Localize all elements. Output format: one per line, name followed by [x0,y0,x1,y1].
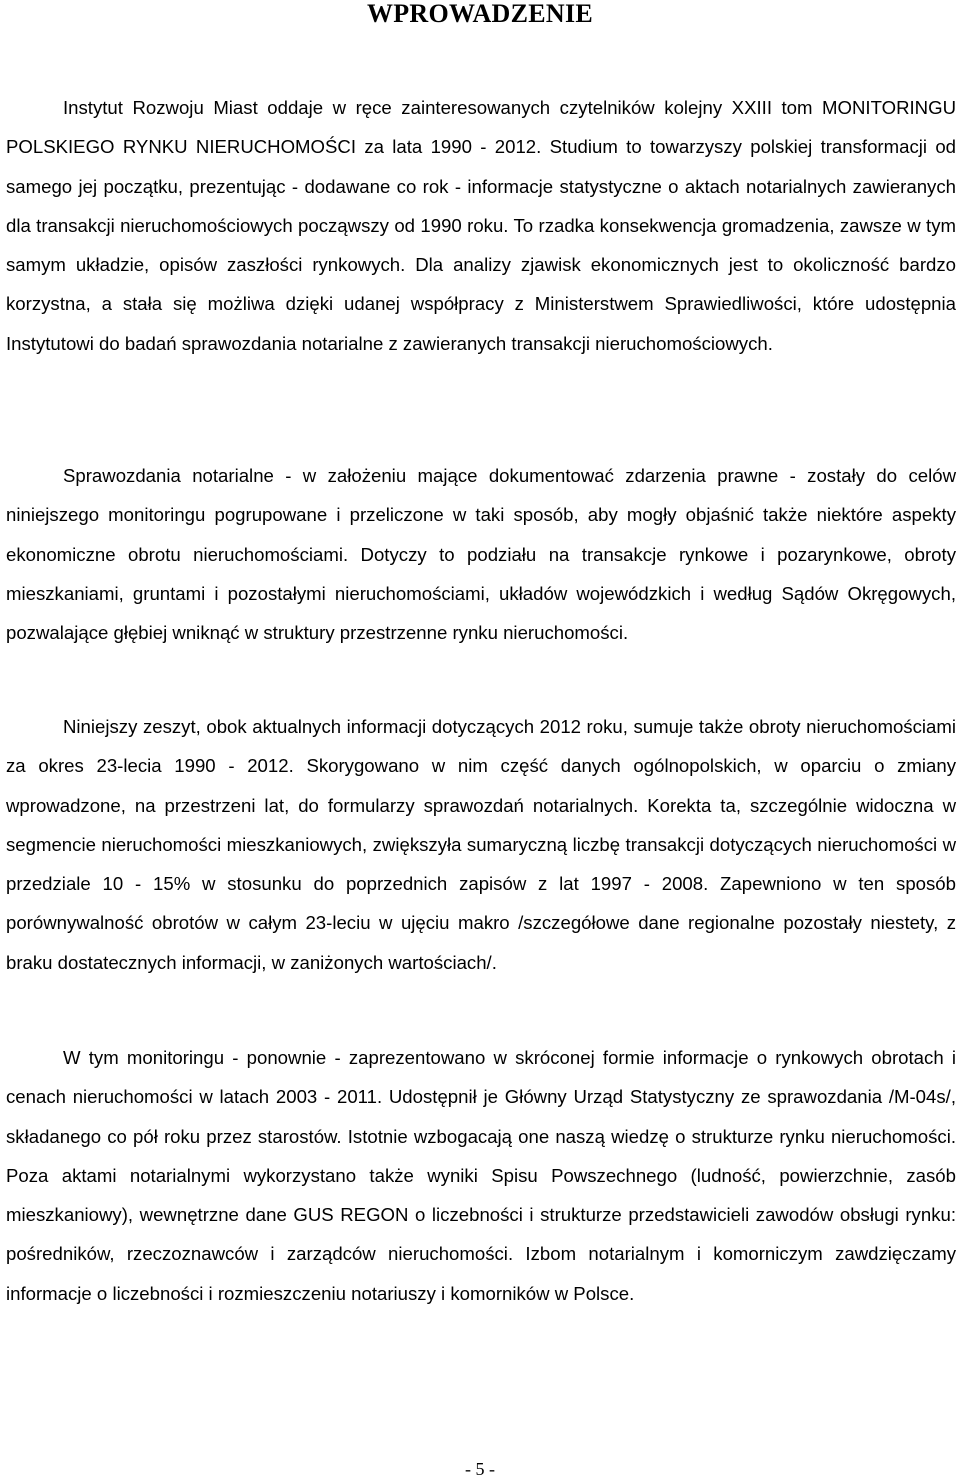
paragraph-4: W tym monitoringu - ponownie - zaprezentowano w skróconej formie informacje o rynkowych obrotach i cenach nieruchomości w latach 2003 - 2011. Udostępnił je Główny Urząd Statystyczny ze sprawozdania /M-04s/, składanego co pół roku przez starostów. Istotnie wzbogacają one naszą wiedzę o strukturze rynku nieruchomości. Poza aktami notarialnymi wykorzystano także wyniki Spisu Powszechnego (ludność, powierzchnie, zasób mieszkaniowy), wewnętrzne dane GUS REGON o liczebności i strukturze przedstawicieli zawodów obsługi rynku: pośredników, rzeczoznawców i zarządców nieruchomości. Izbom notarialnym i komorniczym zawdzięczamy informacje o liczebności i rozmieszczeniu notariuszy i komorników w Polsce. [6,1047,956,1304]
page-number: - 5 - [465,1459,495,1479]
paragraph-2: Sprawozdania notarialne - w założeniu mające dokumentować zdarzenia prawne - zostały do celów niniejszego monitoringu pogrupowane i przeliczone w taki sposób, aby mogły objaśnić także niektóre aspekty ekonomiczne obrotu nieruchomościami. Dotyczy to podziału na transakcje rynkowe i pozarynkowe, obroty mieszkaniami, gruntami i pozostałymi nieruchomościami, układów wojewódzkich i według Sądów Okręgowych, pozwalające głębiej wniknąć w struktury przestrzenne rynku nieruchomości. [6,465,956,644]
paragraph-1: Instytut Rozwoju Miast oddaje w ręce zainteresowanych czytelników kolejny XXIII tom MONITORINGU POLSKIEGO RYNKU NIERUCHOMOŚCI za lata 1990 - 2012. Studium to towarzyszy polskiej transformacji od samego jej początku, prezentując - dodawane co rok - informacje statystyczne o aktach notarialnych zawieranych dla transakcji nieruchomościowych począwszy od 1990 roku. To rzadka konsekwencja gromadzenia, zawsze w tym samym układzie, opisów zaszłości rynkowych. Dla analizy zjawisk ekonomicznych jest to okoliczność bardzo korzystna, a stała się możliwa dzięki udanej współpracy z Ministerstwem Sprawiedliwości, które udostępnia Instytutowi do badań sprawozdania notarialne z zawieranych transakcji nieruchomościowych. [6,97,956,354]
page-title: WPROWADZENIE [366,0,594,28]
paragraph-3: Niniejszy zeszyt, obok aktualnych informacji dotyczących 2012 roku, sumuje także obroty nieruchomościami za okres 23-lecia 1990 - 2012. Skorygowano w nim część danych ogólnopolskich, w oparciu o zmiany wprowadzone, na przestrzeni lat, do formularzy sprawozdań notarialnych. Korekta ta, szczególnie widoczna w segmencie nieruchomości mieszkaniowych, zwiększyła sumaryczną liczbę transakcji dotyczących nieruchomości w przedziale 10 - 15% w stosunku do poprzednich zapisów z lat 1997 - 2008. Zapewniono w ten sposób porównywalność obrotów w całym 23-leciu w ujęciu makro /szczegółowe dane regionalne pozostały niestety, z braku dostatecznych informacji, w zaniżonych wartościach/. [6,716,956,973]
